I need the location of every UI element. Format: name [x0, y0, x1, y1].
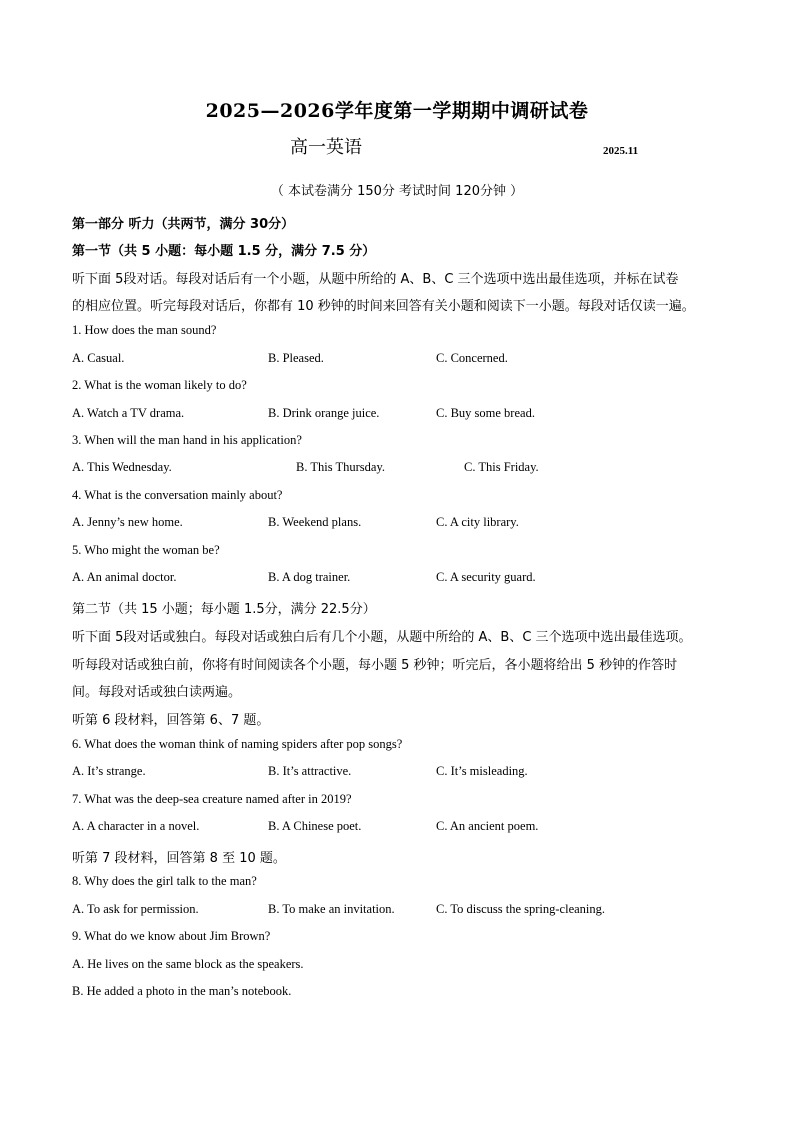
option-1b: B. Pleased.: [268, 351, 324, 365]
option-2a: A. Watch a TV drama.: [72, 406, 185, 420]
option-1a: A. Casual.: [72, 351, 125, 365]
option-9a: A. He lives on the same block as the speakers.: [72, 957, 304, 971]
option-6c: C. It’s misleading.: [436, 764, 528, 778]
option-6b: B. It’s attractive.: [268, 764, 352, 778]
option-3a: A. This Wednesday.: [72, 460, 172, 474]
option-2b: B. Drink orange juice.: [268, 406, 380, 420]
question-9: 9. What do we know about Jim Brown?: [72, 929, 271, 943]
question-3: 3. When will the man hand in his application?: [72, 433, 302, 447]
subject-title: 高一英语: [290, 137, 362, 158]
question-7: 7. What was the deep-sea creature named after in 2019?: [72, 792, 352, 806]
option-4a: A. Jenny’s new home.: [72, 515, 183, 529]
question-5: 5. Who might the woman be?: [72, 543, 220, 557]
question-2: 2. What is the woman likely to do?: [72, 378, 247, 392]
section2-instruction-line: 间。每段对话或独白读两遍。: [72, 685, 242, 700]
question-1: 1. How does the man sound?: [72, 323, 217, 337]
option-7b: B. A Chinese poet.: [268, 819, 362, 833]
option-9b: B. He added a photo in the man’s notebook.: [72, 984, 292, 998]
exam-date: 2025.11: [603, 145, 639, 157]
option-7c: C. An ancient poem.: [436, 819, 539, 833]
option-5c: C. A security guard.: [436, 570, 536, 584]
question-8: 8. Why does the girl talk to the man?: [72, 874, 257, 888]
section2-heading: 第二节（共 15 小题；每小题 1.5分，满分 22.5分）: [72, 602, 376, 617]
option-5a: A. An animal doctor.: [72, 570, 177, 584]
exam-title: 2025—2026学年度第一学期期中调研试卷: [205, 100, 589, 122]
option-8b: B. To make an invitation.: [268, 902, 395, 916]
material-7-heading: 听第 7 段材料，回答第 8 至 10 题。: [72, 851, 286, 866]
section2-instruction-line: 听下面 5段对话或独白。每段对话或独白后有几个小题，从题中所给的 A、B、C 三个选项中选出最佳选项。: [72, 630, 692, 645]
section1-instruction-line: 的相应位置。听完每段对话后，你都有 10 秒钟的时间来回答有关小题和阅读下一小题。每段对话仅读一遍。: [72, 299, 695, 314]
option-5b: B. A dog trainer.: [268, 570, 351, 584]
material-6-heading: 听第 6 段材料，回答第 6、7 题。: [72, 713, 270, 728]
option-4c: C. A city library.: [436, 515, 519, 529]
option-8a: A. To ask for permission.: [72, 902, 199, 916]
option-1c: C. Concerned.: [436, 351, 508, 365]
section2-instruction-line: 听每段对话或独白前，你将有时间阅读各个小题，每小题 5 秒钟；听完后，各小题将给出 5 秒钟的作答时: [72, 658, 678, 673]
option-7a: A. A character in a novel.: [72, 819, 200, 833]
part1-heading: 第一部分 听力（共两节，满分 30分）: [72, 217, 295, 232]
question-4: 4. What is the conversation mainly about?: [72, 488, 283, 502]
exam-meta: （ 本试卷满分 150分 考试时间 120分钟 ）: [270, 184, 524, 199]
question-6: 6. What does the woman think of naming spiders after pop songs?: [72, 737, 403, 751]
option-8c: C. To discuss the spring-cleaning.: [436, 902, 606, 916]
section1-instruction-line: 听下面 5段对话。每段对话后有一个小题，从题中所给的 A、B、C 三个选项中选出最佳选项，并标在试卷: [72, 272, 679, 287]
option-2c: C. Buy some bread.: [436, 406, 535, 420]
section1-heading: 第一节（共 5 小题：每小题 1.5 分，满分 7.5 分）: [72, 244, 376, 259]
option-3c: C. This Friday.: [464, 460, 539, 474]
option-3b: B. This Thursday.: [296, 460, 386, 474]
option-6a: A. It’s strange.: [72, 764, 146, 778]
option-4b: B. Weekend plans.: [268, 515, 362, 529]
